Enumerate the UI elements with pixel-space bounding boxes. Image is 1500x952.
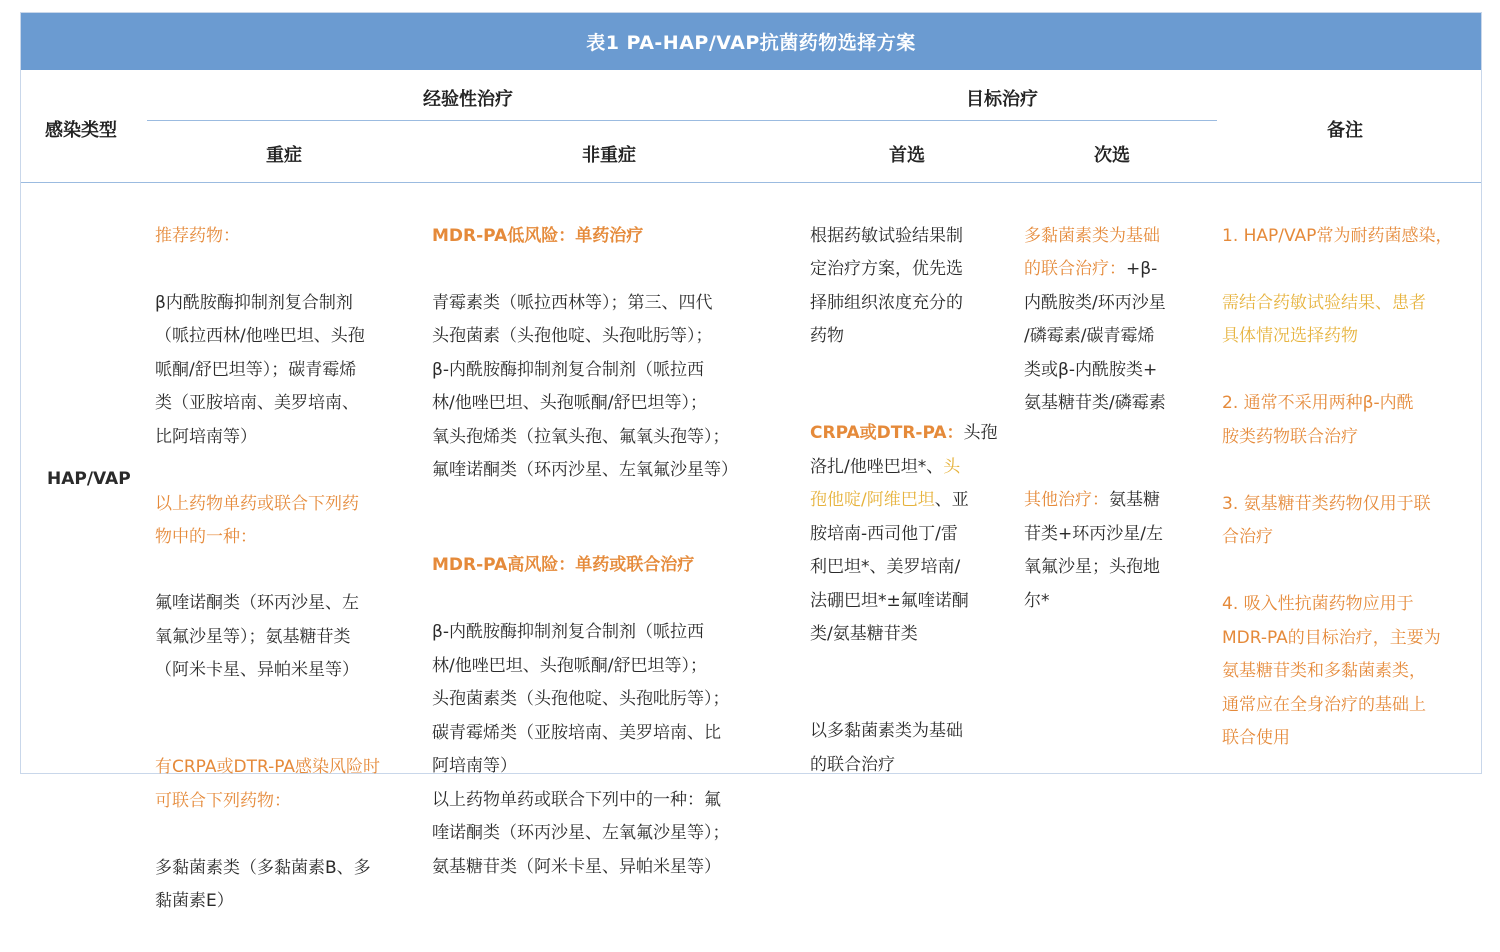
severe-text-crpa: 多黏菌素类（多黏菌素B、多 黏菌素E） (155, 857, 371, 911)
row-label: HAP/VAP (47, 469, 131, 489)
severe-text-recommended: β内酰胺酶抑制剂复合制剂 （哌拉西林/他唑巴坦、头孢 哌酮/舒巴坦等）；碳青霉烯 类（亚胺培南、美罗培南、 比阿培南等） (155, 292, 365, 447)
second-choice-text-other-a: 氨基糖 (1109, 490, 1160, 510)
header-empirical: 经验性治疗 (423, 89, 513, 110)
header-infection-type: 感染类型 (45, 120, 117, 141)
table-title: 表1 PA-HAP/VAP抗菌药物选择方案 (21, 13, 1481, 70)
second-choice-text-other: 苷类+环丙沙星/左 氧氟沙星；头孢地 尔* (1024, 523, 1163, 611)
first-choice-crpa-block (810, 417, 1020, 652)
severe-heading-crpa: 有CRPA或DTR-PA感染风险时 可联合下列药物： (155, 757, 381, 811)
second-choice-polymyxin-block (1024, 220, 1214, 421)
non-severe-text-low-risk: 青霉素类（哌拉西林等）；第三、四代 头孢菌素（头孢他啶、头孢吡肟等）； β-内酰胺酶抑制剂复合制剂（哌拉西 林/他唑巴坦、头孢哌酮/舒巴坦等）； 氧头孢烯类（拉氧头孢、氟氧头孢等）； 氟喹诺酮类（环丙沙星、左氧氟沙星等） (432, 292, 738, 480)
severe-heading-recommended: 推荐药物： (155, 225, 240, 246)
first-choice-text-crpa-c: 、亚 胺培南-西司他丁/雷 利巴坦*、美罗培南/ 法硼巴坦*±氟喹诺酮 类/氨基糖苷类 (810, 490, 969, 644)
second-choice-heading-polymyxin: 多黏菌素类为基础 的联合治疗： (1024, 225, 1160, 279)
header-divider (147, 120, 1217, 121)
second-choice-text-polymyxin-a: +β- (1126, 259, 1158, 279)
first-choice-heading-crpa: CRPA或DTR-PA： (810, 423, 964, 443)
severe-text-combine: 氟喹诺酮类（环丙沙星、左 氧氟沙星等）；氨基糖苷类 （阿米卡星、异帕米星等） (155, 593, 359, 680)
remark-4: 4. 吸入性抗菌药物应用于 MDR-PA的目标治疗，主要为 氨基糖苷类和多黏菌素类， 通常应在全身治疗的基础上 联合使用 (1222, 594, 1441, 748)
second-choice-text-polymyxin: 内酰胺类/环丙沙星 /磷霉素/碳青霉烯 类或β-内酰胺类+ 氨基糖苷类/磷霉素 (1024, 292, 1166, 413)
first-choice-text-crpa-a: 头孢 洛扎/他唑巴坦*、 (810, 423, 998, 477)
severe-heading-combine: 以上药物单药或联合下列药 物中的一种： (155, 493, 359, 547)
remark-1b: 需结合药敏试验结果、患者 具体情况选择药物 (1222, 292, 1426, 346)
second-choice-other-block (1024, 484, 1214, 618)
remarks-cell (1222, 186, 1484, 789)
second-choice-heading-other: 其他治疗： (1024, 490, 1109, 510)
first-choice-text-polymyxin: 以多黏菌素类为基础 的联合治疗 (810, 721, 963, 775)
remark-3: 3. 氨基糖苷类药物仅用于联 合治疗 (1222, 493, 1431, 547)
remark-1a: 1. HAP/VAP常为耐药菌感染， (1222, 225, 1453, 246)
header-first-choice: 首选 (889, 145, 925, 166)
non-severe-heading-high-risk: MDR-PA高风险：单药或联合治疗 (432, 555, 695, 575)
header-bottom-rule (21, 182, 1481, 183)
header-severe: 重症 (266, 145, 302, 166)
non-severe-heading-low-risk: MDR-PA低风险：单药治疗 (432, 225, 644, 246)
first-choice-cell (810, 186, 1020, 816)
header-remarks: 备注 (1327, 120, 1363, 141)
non-severe-cell (432, 186, 812, 918)
header-second-choice: 次选 (1094, 145, 1130, 166)
non-severe-text-high-risk: β-内酰胺酶抑制剂复合制剂（哌拉西 林/他唑巴坦、头孢哌酮/舒巴坦等）； 头孢菌素类（头孢他啶、头孢吡肟等）； 碳青霉烯类（亚胺培南、美罗培南、比 阿培南等） 以上药物单药或联合下列中的一种：氟 喹诺酮类（环丙沙星、左氧氟沙星等）； 氨基糖苷类（阿米卡星、异帕米星等） (432, 622, 730, 877)
header-non-severe: 非重症 (582, 145, 636, 166)
second-choice-cell (1024, 186, 1214, 652)
drug-selection-table (20, 12, 1482, 911)
remark-2: 2. 通常不采用两种β-内酰 胺类药物联合治疗 (1222, 393, 1414, 447)
first-choice-text-sensitivity: 根据药敏试验结果制 定治疗方案，优先选 择肺组织浓度充分的 药物 (810, 225, 963, 346)
header-target: 目标治疗 (966, 89, 1038, 110)
first-choice-text-crpa-highlight: 头 孢他啶/阿维巴坦 (810, 456, 961, 510)
severe-cell (155, 186, 425, 952)
